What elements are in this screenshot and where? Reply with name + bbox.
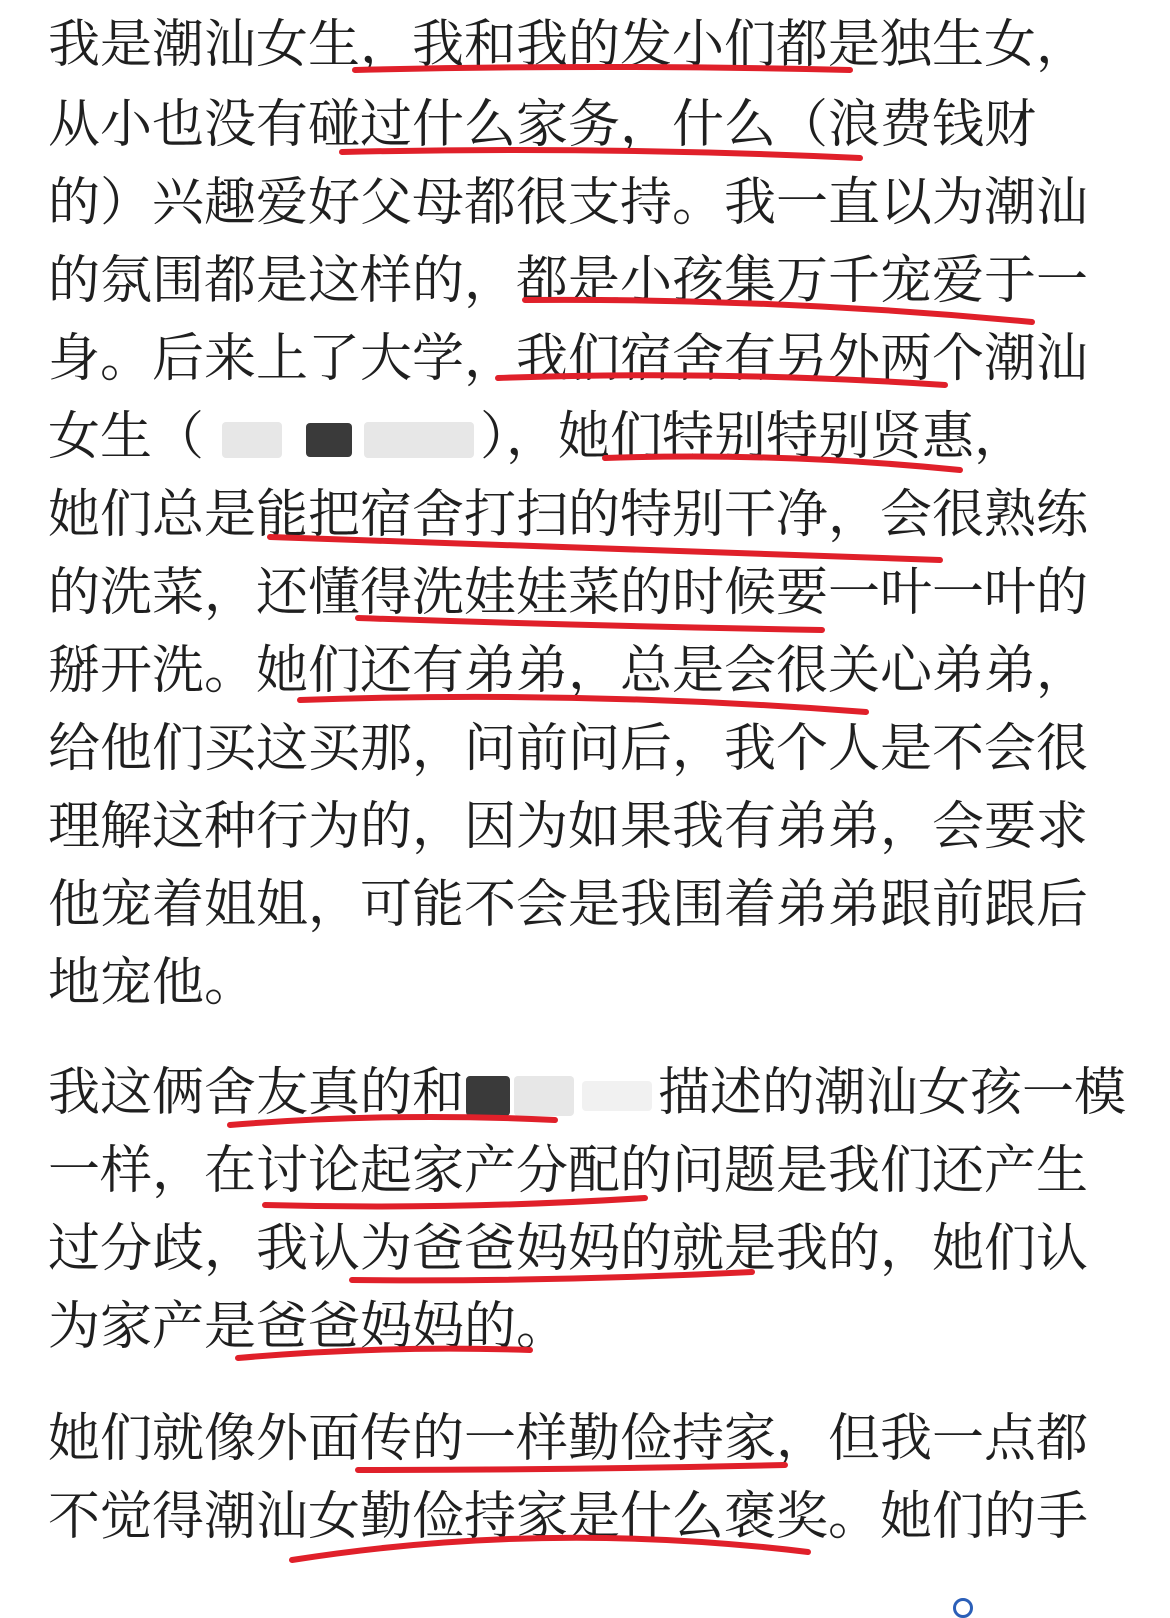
redaction-block bbox=[364, 422, 474, 458]
text-line: 她们总是能把宿舍打扫的特别干净，会很熟练 bbox=[48, 485, 1089, 545]
text-line-with-redaction bbox=[48, 402, 1128, 472]
text-line: 的洗菜，还懂得洗娃娃菜的时候要一叶一叶的 bbox=[48, 563, 1089, 623]
redaction-block bbox=[306, 423, 352, 457]
redaction-block bbox=[582, 1081, 652, 1111]
text-segment: 女生（ bbox=[48, 407, 205, 467]
text-line: 她们就像外面传的一样勤俭持家，但我一点都 bbox=[48, 1409, 1089, 1469]
text-line: 的氛围都是这样的，都是小孩集万千宠爱于一 bbox=[48, 251, 1089, 311]
redaction-block bbox=[514, 1076, 574, 1116]
text-line: 我是潮汕女生，我和我的发小们都是独生女， bbox=[48, 15, 1089, 75]
redaction-block bbox=[466, 1076, 510, 1116]
text-line: 掰开洗。她们还有弟弟，总是会很关心弟弟， bbox=[48, 641, 1089, 701]
text-line: 一样，在讨论起家产分配的问题是我们还产生 bbox=[48, 1141, 1089, 1201]
text-line: 不觉得潮汕女勤俭持家是什么褒奖。她们的手 bbox=[48, 1487, 1089, 1547]
text-line: 为家产是爸爸妈妈的。 bbox=[48, 1297, 569, 1357]
text-line-with-redaction bbox=[48, 1058, 1128, 1128]
text-segment: 我这俩舍友真的和 bbox=[48, 1063, 465, 1123]
text-line: 理解这种行为的，因为如果我有弟弟，会要求 bbox=[48, 797, 1089, 857]
redaction-block bbox=[222, 422, 282, 458]
text-line: 的）兴趣爱好父母都很支持。我一直以为潮汕 bbox=[48, 173, 1089, 233]
text-segment: ），她们特别特别贤惠， bbox=[480, 407, 1027, 467]
text-line: 身。后来上了大学，我们宿舍有另外两个潮汕 bbox=[48, 329, 1089, 389]
text-line: 地宠他。 bbox=[48, 953, 257, 1013]
text-line: 他宠着姐姐，可能不会是我围着弟弟跟前跟后 bbox=[48, 875, 1089, 935]
text-line: 过分歧，我认为爸爸妈妈的就是我的，她们认 bbox=[48, 1219, 1089, 1279]
scroll-indicator-icon bbox=[953, 1598, 973, 1618]
text-segment: 描述的潮汕女孩一模 bbox=[658, 1063, 1127, 1123]
text-line: 给他们买这买那，问前问后，我个人是不会很 bbox=[48, 719, 1089, 779]
text-line: 从小也没有碰过什么家务，什么（浪费钱财 bbox=[48, 95, 1037, 155]
